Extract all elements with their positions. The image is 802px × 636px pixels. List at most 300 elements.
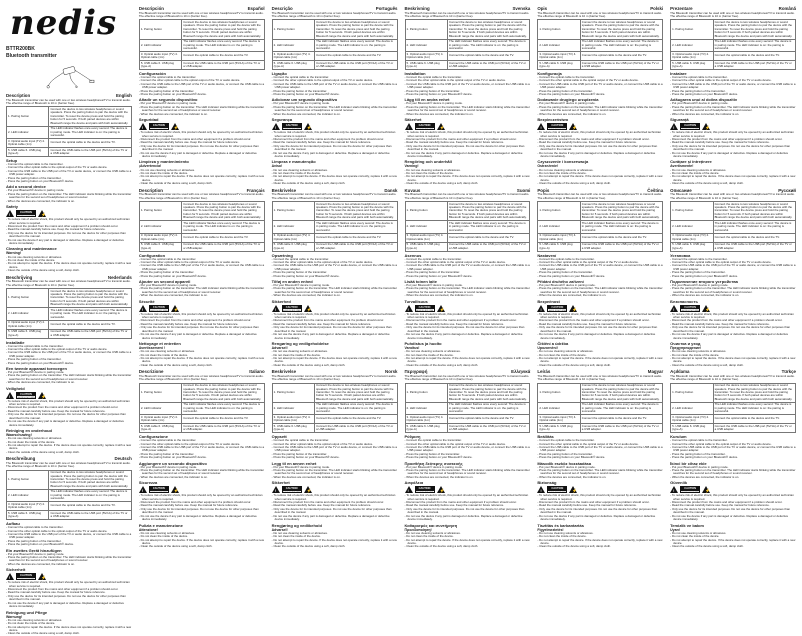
electric-shock-triangle-icon: ⚡	[569, 123, 577, 130]
list-item: - Press the pairing button of the transmitter.	[405, 453, 531, 456]
safety-heading: Segurança	[271, 117, 293, 123]
description-heading: Descrizione	[138, 369, 164, 375]
part-description: Connect the device to two wireless headphones or sound speakers. Press the pairing button to pair the device with the transmitter. To reset the device press and hold the pairing button for 5 seconds. If both paired devices are within Bluetooth range the device and pairs with both automatically.	[447, 201, 529, 220]
part-description: Connect the optical cable to the device and the TV.	[315, 233, 397, 242]
safety-heading: Безопасность	[670, 298, 698, 304]
table-row	[671, 233, 796, 242]
list-item: - Read the manual carefully before use. Keep the manual for future reference.	[139, 504, 265, 507]
list-item: - Press the pairing button on the transmitter. The LED indicator starts blinking while the transmitter searches for the second set of headphones or sound receiver.	[405, 469, 531, 476]
list-item: - Connect the other optical cable to the optical output of the TV or audio device.	[272, 79, 398, 82]
caution-sublabel: RISK OF ELECTRIC	[18, 577, 34, 579]
language-section-9	[405, 6, 531, 186]
warning-heading: Warning!	[6, 251, 22, 256]
caution-label-box	[680, 486, 700, 493]
table-row	[139, 383, 264, 402]
bullet-list	[670, 532, 796, 546]
bullet-list	[6, 218, 132, 245]
part-label: 5. USB cable 6. USB plug (type-A)	[7, 329, 49, 338]
list-item: - Connect the optical cable to the transmitter.	[670, 439, 796, 442]
part-description: The LED indicator flashes once every second: The device is in pairing mode. The LED indicator is on: the pairing is successful.	[447, 402, 529, 414]
list-item: - When the devices are connected, the indicator is on.	[405, 294, 531, 297]
part-description: The LED indicator flashes once every second: The device is in pairing mode. The LED indicator is on: the pairing is successful.	[447, 221, 529, 233]
note-list	[272, 364, 398, 367]
list-item: - Connect the other optical cable to the optical output of the TV or audio device.	[537, 443, 663, 446]
table-row	[272, 20, 397, 39]
bullet-list	[670, 284, 796, 298]
list-item: - Press the pairing button on the transmitter. The LED indicator starts blinking while the transmitter searches for the second set of headphones or sound receiver.	[139, 106, 265, 113]
table-row	[405, 415, 530, 424]
table-row	[139, 201, 264, 220]
list-item: - Connect the USB cable to the USB port of the TV or audio device, or connect the USB cable to a USB power adapter.	[6, 351, 132, 358]
part-description: Connect the device to two wireless headphones or sound speakers. Press the pairing button to pair the device with the transmitter. To reset the device press and hold the pairing button for 5 seconds. If both paired devices are within Bluetooth range the device and pairs with both automatically.	[182, 383, 264, 402]
part-description: Connect the device to two wireless headphones or sound speakers. Press the pairing button to pair the device with the transmitter. To reset the device press and hold the pairing button for 5 seconds. If both paired devices are within Bluetooth range the device and pairs with both automatically.	[713, 201, 795, 220]
bullet-list	[405, 169, 531, 183]
list-item: - Press the pairing button on your Bluetooth® device.	[670, 93, 796, 96]
language-section-8	[272, 369, 398, 549]
electric-shock-triangle-icon: ⚡	[38, 573, 46, 580]
caution-sublabel: RISK OF ELECTRIC	[151, 309, 167, 311]
bullet-list	[139, 131, 265, 158]
bullet-list	[670, 258, 796, 278]
cleaning-heading: Limpeza e manutenção	[271, 159, 316, 165]
list-item: - Do not clean the inside of the device.	[537, 354, 663, 357]
table-row	[671, 20, 796, 39]
safety-heading: Sicherheit	[6, 567, 26, 573]
description-heading: Beskrivelse	[271, 369, 297, 375]
list-item: - To reduce risk of electric shock, this product should only be opened by an authorized technician when service is required.	[6, 218, 132, 225]
parts-table	[537, 201, 663, 252]
bullet-list	[405, 313, 531, 340]
list-item: - Connect the other optical cable to the optical output of the TV or audio device.	[537, 79, 663, 82]
list-item: - When the devices are connected, the indicator is on.	[405, 113, 531, 116]
part-label: 5. USB cable 6. USB plug (type-A)	[139, 61, 181, 70]
part-label: 1. Pairing button	[671, 383, 713, 402]
part-description: The LED indicator flashes once every second: The device is in pairing mode. The LED indicator is on: the pairing is successful.	[713, 402, 795, 414]
electric-shock-triangle-icon: ⚡	[171, 486, 179, 493]
list-item: - Do not attempt to repair the device. If the device does not operate correctly, replace it with a new device.	[6, 262, 132, 269]
table-row	[139, 221, 264, 233]
table-row	[272, 402, 397, 414]
note-list	[537, 182, 663, 185]
intro-text: The Bluetooth transmitter can be used with one or two wireless headphones/TV to transmit audio. The effective range of Bluetooth is 10 m (barrier free).	[404, 192, 530, 200]
part-description: The LED indicator flashes once every second: The device is in pairing mode. The LED indicator is on: the pairing is successful.	[315, 402, 397, 414]
warning-heading: Uyarı!	[670, 527, 681, 532]
caution-label: CAUTION	[17, 393, 35, 396]
warning-heading: Προειδοποίηση!	[404, 527, 432, 532]
part-description: The LED indicator flashes once every second: The device is in pairing mode. The LED indicator is on: the pairing is successful.	[315, 221, 397, 233]
list-item: - Press the pairing button on your Bluetooth® device.	[139, 93, 265, 96]
electric-shock-triangle-icon: ⚡	[38, 210, 46, 217]
parts-table	[670, 19, 796, 70]
list-item: - Do not use cleaning solvents or abrasives.	[405, 532, 531, 535]
list-item: - Connect the optical cable to the transmitter.	[272, 439, 398, 442]
list-item: - Press the pairing button on the transmitter. The LED indicator starts blinking while the transmitter searches for the second set of headphones or sound receiver.	[272, 287, 398, 294]
list-item: - Do not clean the inside of the device.	[670, 535, 796, 538]
note-item: - Clean the outside of the device using a soft, damp cloth.	[670, 545, 796, 548]
list-item: - Only use the device for its intended purposes. Do not use the device for other purposes than described in the manual.	[6, 232, 132, 239]
bullet-list	[537, 169, 663, 183]
list-item: - Disconnect the product from the mains and other equipment if a problem should occur.	[6, 225, 132, 228]
caution-sublabel: RISK OF ELECTRIC	[682, 309, 698, 311]
warning-triangle-icon: !	[139, 305, 147, 312]
bullet-list	[6, 437, 132, 451]
list-item: - To reduce risk of electric shock, this product should only be opened by an authorized technician when service is required.	[272, 131, 398, 138]
list-item: - Press the pairing button of the transmitter.	[6, 358, 132, 361]
list-item: - Do not clean the inside of the device.	[670, 354, 796, 357]
warning-heading: Advarsel!	[271, 345, 288, 350]
bullet-list	[6, 553, 132, 567]
part-description: Connect the USB cable to the USB port (5V/1A) of the TV or a USB adapter.	[315, 424, 397, 433]
list-item: - Connect the USB cable to the USB port of the TV or audio device, or connect the USB cable to a USB power adapter.	[139, 83, 265, 90]
parts-table	[139, 19, 265, 70]
part-description: The LED indicator flashes once every second: The device is in pairing mode. The LED indicator is on: the pairing is successful.	[49, 126, 131, 138]
part-description: Connect the device to two wireless headphones or sound speakers. Press the pairing button to pair the device with the transmitter. To reset the device press and hold the pairing button for 5 seconds. If both paired devices are within Bluetooth range the device and pairs with both automatically.	[447, 383, 529, 402]
table-row	[7, 329, 132, 338]
language-label: Nederlands	[107, 274, 132, 280]
caution-symbols	[670, 486, 796, 493]
bullet-list	[139, 76, 265, 96]
bullet-list	[670, 350, 796, 364]
language-section-7	[272, 188, 398, 368]
setup-heading: Instalare	[670, 71, 687, 77]
description-heading: Prezentare	[670, 6, 693, 11]
bullet-list	[405, 532, 531, 546]
description-heading: Description	[6, 93, 31, 98]
description-heading: Beschreibung	[6, 456, 36, 462]
parts-table	[405, 383, 531, 434]
list-item: - Do not attempt to repair the device. If the device does not operate correctly, replace it with a new device.	[537, 357, 663, 364]
add-device-heading: Tilføj en anden enhed	[271, 279, 313, 285]
parts-table	[272, 383, 398, 434]
list-item: - Do not use cleaning solvents or abrasives.	[405, 350, 531, 353]
list-item: - Connect the USB cable to the USB port of the TV or audio device, or connect the USB cable to a USB power adapter.	[537, 264, 663, 271]
caution-sublabel: RISK OF ELECTRIC	[417, 127, 432, 129]
table-row	[538, 383, 663, 402]
add-device-heading: Ajouter un second appareil	[138, 279, 191, 285]
list-item: - When the devices are connected, the indicator is on.	[272, 476, 398, 479]
language-section-17	[670, 369, 796, 549]
bullet-list	[139, 313, 265, 340]
list-item: - To reduce risk of electric shock, this product should only be opened by an authorized technician when service is required.	[405, 494, 531, 501]
bullet-list	[670, 102, 796, 116]
warning-triangle-icon: !	[6, 573, 14, 580]
list-item: - Put your Bluetooth® device in pairing mode.	[405, 466, 531, 469]
part-description: Connect the device to two wireless headphones or sound speakers. Press the pairing button to pair the device with the transmitter. To reset the device press and hold the pairing button for 5 seconds. If both paired devices are within Bluetooth range the device and pairs with both automatically.	[315, 383, 397, 402]
warning-triangle-icon: !	[537, 486, 545, 493]
caution-label-box	[415, 305, 435, 312]
part-description: The LED indicator flashes once every second: The device is in pairing mode. The LED indicator is on: the pairing is successful.	[182, 39, 264, 51]
part-label: 3. Optical audio input (TV) 4. Optical cable (1m)	[272, 52, 314, 61]
part-description: Connect the device to two wireless headphones or sound speakers. Press the pairing button to pair the device with the transmitter. To reset the device press and hold the pairing button for 5 seconds. If both paired devices are within Bluetooth range the device and pairs with both automatically.	[713, 20, 795, 39]
bullet-list	[405, 102, 531, 116]
language-label: Italiano	[249, 369, 265, 375]
list-item: - Press the pairing button of the transmitter.	[537, 453, 663, 456]
list-item: - Only use the device for its intended purposes. Do not use the device for other purposes than described in the manual.	[139, 145, 265, 152]
list-item: - Press the pairing button on your Bluetooth® device.	[537, 456, 663, 459]
list-item: - Press the pairing button of the transmitter.	[272, 453, 398, 456]
list-item: - Press the pairing button on your Bluetooth® device.	[405, 456, 531, 459]
description-heading: Beskrivning	[404, 6, 430, 11]
list-item: - Connect the other optical cable to the optical output of the TV or audio device.	[670, 79, 796, 82]
list-item: - Connect the other optical cable to the optical output of the TV or audio device.	[405, 79, 531, 82]
bullet-list	[670, 439, 796, 459]
warning-heading: Waarschuwing!	[6, 432, 32, 437]
part-description: Connect the USB cable to the USB port (5V/1A) of the TV or a USB adapter.	[315, 242, 397, 251]
list-item: - Connect the optical cable to the transmitter.	[405, 76, 531, 79]
table-row	[7, 139, 132, 148]
list-item: - Press the pairing button of the transmitter.	[6, 540, 132, 543]
table-row	[405, 233, 530, 242]
bullet-list	[6, 345, 132, 365]
part-label: 5. USB cable 6. USB plug (type-A)	[272, 242, 314, 251]
list-item: - Do not use cleaning solvents or abrasives.	[139, 532, 265, 535]
part-label: 5. USB cable 6. USB plug (type-A)	[671, 61, 713, 70]
table-row	[7, 489, 132, 501]
warning-triangle-icon: !	[670, 123, 678, 130]
note-list	[6, 632, 132, 635]
setup-heading: Ligação	[271, 71, 287, 77]
list-item: - Connect the optical cable to the transmitter.	[139, 76, 265, 79]
bullet-list	[272, 532, 398, 546]
caution-label: CAUTION	[548, 487, 566, 490]
part-description: The LED indicator flashes once every second: The device is in pairing mode. The LED indicator is on: the pairing is successful.	[182, 221, 264, 233]
table-row	[272, 233, 397, 242]
part-description: Connect the USB cable to the USB port (5V/1A) of the TV or a USB adapter.	[49, 329, 131, 338]
part-description: Connect the USB cable to the USB port (5V/1A) of the TV or a USB adapter.	[580, 242, 662, 251]
bullet-list	[405, 350, 531, 364]
part-label: 5. USB cable 6. USB plug (type-A)	[272, 424, 314, 433]
part-description: Connect the optical cable to the device and the TV.	[447, 233, 529, 242]
list-item: - When the devices are connected, the indicator is on.	[6, 200, 132, 203]
electric-shock-triangle-icon: ⚡	[702, 305, 710, 312]
part-label: 1. Pairing button	[7, 107, 49, 126]
list-item: - Do not clean the inside of the device.	[139, 172, 265, 175]
cleaning-heading: Temizlik ve bakım	[670, 522, 704, 528]
list-item: - Do not attempt to repair the device. If the device does not operate correctly, replace it with a new device.	[139, 175, 265, 182]
caution-sublabel: RISK OF ELECTRIC	[284, 490, 299, 492]
caution-label-box	[16, 573, 36, 580]
language-section-0	[6, 93, 132, 273]
note-item: - Clean the outside of the device using a soft, damp cloth.	[272, 545, 398, 548]
warning-triangle-icon: !	[537, 123, 545, 130]
note-list	[670, 182, 796, 185]
list-item: - Only use the device for its intended purposes. Do not use the device for other purposes than described in the manual.	[272, 145, 398, 152]
list-item: - Connect the optical cable to the transmitter.	[537, 439, 663, 442]
part-description: The LED indicator flashes once every second: The device is in pairing mode. The LED indicator is on: the pairing is successful.	[49, 489, 131, 501]
list-item: - Read the manual carefully before use. Keep the manual for future reference.	[670, 141, 796, 144]
list-item: - Connect the other optical cable to the optical output of the TV or audio device.	[272, 443, 398, 446]
caution-symbols	[272, 123, 398, 130]
list-item: - Connect the USB cable to the USB port of the TV or audio device, or connect the USB cable to a USB power adapter.	[272, 446, 398, 453]
setup-heading: Configurazione	[138, 434, 168, 440]
list-item: - Do not use the device if any part is damaged or defective. Replace a damaged or defective device immediately.	[670, 515, 796, 522]
list-item: - Do not clean the inside of the device.	[405, 172, 531, 175]
bullet-list	[139, 494, 265, 521]
caution-sublabel: RISK OF ELECTRIC	[549, 309, 565, 311]
note-item: - Clean the outside of the device using a soft, damp cloth.	[537, 545, 663, 548]
warning-triangle-icon: !	[405, 123, 413, 130]
list-item: - Put your Bluetooth® device in pairing mode.	[6, 553, 132, 556]
bullet-list	[537, 439, 663, 459]
caution-label-box	[680, 305, 700, 312]
list-item: - Do not attempt to repair the device. If the device does not operate correctly, replace it with a new device.	[405, 175, 531, 182]
warning-heading: Attenzione!	[138, 527, 158, 532]
list-item: - Only use the device for its intended purposes. Do not use the device for other purposes than described in the manual.	[6, 595, 132, 602]
part-label: 3. Optical audio input (TV) 4. Optical cable (1m)	[7, 502, 49, 511]
warning-triangle-icon: !	[670, 486, 678, 493]
list-item: - When the devices are connected, the indicator is on.	[537, 476, 663, 479]
cleaning-heading: Reiniging en onderhoud	[6, 427, 52, 433]
list-item: - Read the manual carefully before use. Keep the manual for future reference.	[670, 504, 796, 507]
safety-heading: Siguranță	[670, 117, 689, 123]
part-description: Connect the optical cable to the device and the TV.	[315, 415, 397, 424]
part-description: Connect the optical cable to the device and the TV.	[713, 415, 795, 424]
note-item: - Clean the outside of the device using a soft, damp cloth.	[670, 364, 796, 367]
list-item: - Only use the device for its intended purposes. Do not use the device for other purposes than described in the manual.	[272, 326, 398, 333]
part-label: 3. Optical audio input (TV) 4. Optical cable (1m)	[7, 139, 49, 148]
list-item: - Connect the optical cable to the transmitter.	[6, 345, 132, 348]
list-item: - Press the pairing button on your Bluetooth® device.	[139, 275, 265, 278]
list-item: - Connect the other optical cable to the optical output of the TV or audio device.	[537, 261, 663, 264]
part-description: Connect the device to two wireless headphones or sound speakers. Press the pairing button to pair the device with the transmitter. To reset the device press and hold the pairing button for 5 seconds. If both paired devices are within Bluetooth range the device and pairs with both automatically.	[580, 201, 662, 220]
list-item: - Disconnect the product from the mains and other equipment if a problem should occur.	[537, 501, 663, 504]
list-item: - Press the pairing button on the transmitter. The LED indicator starts blinking while the transmitter searches for the second set of headphones or sound receiver.	[6, 193, 132, 200]
bullet-list	[537, 102, 663, 116]
list-item: - Disconnect the product from the mains and other equipment if a problem should occur.	[139, 138, 265, 141]
bullet-list	[405, 284, 531, 298]
part-description: Connect the USB cable to the USB port (5V/1A) of the TV or a USB adapter.	[713, 61, 795, 70]
list-item: - Do not use cleaning solvents or abrasives.	[272, 169, 398, 172]
part-label: 1. Pairing button	[405, 201, 447, 220]
part-description: Connect the USB cable to the USB port (5V/1A) of the TV or a USB adapter.	[580, 61, 662, 70]
add-device-heading: İkinci bir cihaz ekle	[670, 460, 707, 466]
list-item: - Put your Bluetooth® device in pairing mode.	[6, 371, 132, 374]
part-label: 5. USB cable 6. USB plug (type-A)	[671, 242, 713, 251]
list-item: - Do not attempt to repair the device. If the device does not operate correctly, replace it with a new device.	[670, 175, 796, 182]
caution-sublabel: RISK OF ELECTRIC	[549, 127, 565, 129]
list-item: - Do not attempt to repair the device. If the device does not operate correctly, replace it with a new device.	[272, 175, 398, 182]
table-row	[671, 242, 796, 251]
intro-text: The Bluetooth transmitter can be used with one or two wireless headphones/TV to transmit audio. The effective range of Bluetooth is 10 m (barrier free).	[537, 192, 663, 200]
part-description: Connect the USB cable to the USB port (5V/1A) of the TV or a USB adapter.	[580, 424, 662, 433]
bullet-list	[537, 494, 663, 521]
list-item: - When the devices are connected, the indicator is on.	[139, 113, 265, 116]
caution-label: CAUTION	[416, 306, 434, 309]
part-description: Connect the device to two wireless headphones or sound speakers. Press the pairing button to pair the device with the transmitter. To reset the device press and hold the pairing button for 5 seconds. If both paired devices are within Bluetooth range the device and pairs with both automatically.	[447, 20, 529, 39]
intro-text: The Bluetooth transmitter can be used with one or two wireless headphones/TV to transmit audio. The effective range of Bluetooth is 10 m (barrier free).	[404, 10, 530, 18]
caution-sublabel: RISK OF ELECTRIC	[18, 214, 34, 216]
table-row	[272, 383, 397, 402]
add-device-heading: Ein zweites Gerät hinzufügen	[6, 547, 62, 553]
parts-table	[139, 201, 265, 252]
list-item: - Connect the optical cable to the transmitter.	[670, 258, 796, 261]
language-label: Suomi	[516, 187, 531, 193]
description-heading: Descrição	[271, 6, 293, 11]
list-item: - Connect the other optical cable to the optical output of the TV or audio device.	[139, 443, 265, 446]
list-item: - When the devices are connected, the indicator is on.	[272, 113, 398, 116]
part-description: Connect the device to two wireless headphones or sound speakers. Press the pairing button to pair the device with the transmitter. To reset the device press and hold the pairing button for 5 seconds. If both paired devices are within Bluetooth range the device and pairs with both automatically.	[580, 383, 662, 402]
page-column	[405, 4, 531, 636]
bullet-list	[405, 439, 531, 459]
part-description: Connect the optical cable to the device and the TV.	[713, 52, 795, 61]
table-row	[7, 126, 132, 138]
caution-sublabel: RISK OF ELECTRIC	[284, 127, 299, 129]
caution-sublabel: RISK OF ELECTRIC	[151, 490, 167, 492]
part-label: 5. USB cable 6. USB plug (type-A)	[671, 424, 713, 433]
caution-label-box	[16, 210, 36, 217]
table-row	[139, 424, 264, 433]
table-row	[272, 39, 397, 51]
table-row	[7, 148, 132, 157]
table-row	[272, 52, 397, 61]
list-item: - Connect the optical cable to the transmitter.	[670, 76, 796, 79]
list-item: - Disconnect the product from the mains and other equipment if a problem should occur.	[670, 501, 796, 504]
list-item: - Do not use cleaning solvents or abrasives.	[6, 619, 132, 622]
list-item: - Connect the optical cable to the transmitter.	[537, 258, 663, 261]
list-item: - When the devices are connected, the indicator is on.	[670, 294, 796, 297]
electric-shock-triangle-icon: ⚡	[702, 123, 710, 130]
add-device-heading: Adăugarea unui al doilea dispozitiv	[670, 97, 738, 103]
caution-symbols	[6, 210, 132, 217]
note-item: - Clean the outside of the device using a soft, damp cloth.	[139, 545, 265, 548]
cleaning-heading: Puhdistus ja huolto	[404, 340, 442, 346]
note-list	[139, 364, 265, 367]
list-item: - To reduce risk of electric shock, this product should only be opened by an authorized technician when service is required.	[537, 131, 663, 138]
note-item: - Clean the outside of the device using a soft, damp cloth.	[405, 364, 531, 367]
description-heading: Περιγραφή	[404, 369, 428, 375]
note-item: - Clean the outside of the device using a soft, damp cloth.	[6, 632, 132, 635]
caution-symbols	[272, 486, 398, 493]
list-item: - Do not use cleaning solvents or abrasives.	[272, 532, 398, 535]
bullet-list	[272, 102, 398, 116]
list-item: - Do not use cleaning solvents or abrasives.	[6, 256, 132, 259]
add-device-heading: Een tweede apparaat toevoegen	[6, 366, 67, 372]
part-label: 3. Optical audio input (TV) 4. Optical cable (1m)	[139, 233, 181, 242]
caution-symbols	[272, 305, 398, 312]
electric-shock-triangle-icon: ⚡	[569, 305, 577, 312]
caution-sublabel: RISK OF ELECTRIC	[284, 309, 299, 311]
table-row	[139, 233, 264, 242]
note-list	[272, 182, 398, 185]
caution-symbols	[139, 123, 265, 130]
cleaning-heading: Очистка и уход	[670, 340, 701, 346]
list-item: - Connect the optical cable to the transmitter.	[6, 526, 132, 529]
note-item: - Clean the outside of the device using a soft, damp cloth.	[537, 364, 663, 367]
bullet-list	[537, 466, 663, 480]
list-item: - Read the manual carefully before use. Keep the manual for future reference.	[405, 504, 531, 507]
cleaning-heading: Reinigung und Pflege	[6, 609, 48, 615]
part-description: The LED indicator flashes once every second: The device is in pairing mode. The LED indicator is on: the pairing is successful.	[182, 402, 264, 414]
list-item: - Do not use cleaning solvents or abrasives.	[670, 169, 796, 172]
part-label: 1. Pairing button	[139, 383, 181, 402]
bullet-list	[139, 169, 265, 183]
list-item: - Read the manual carefully before use. Keep the manual for future reference.	[6, 228, 132, 231]
list-item: - Put your Bluetooth® device in pairing mode.	[272, 284, 398, 287]
part-description: Connect the optical cable to the device and the TV.	[447, 415, 529, 424]
note-item: - Clean the outside of the device using a soft, damp cloth.	[139, 182, 265, 185]
table-row	[405, 402, 530, 414]
part-label: 3. Optical audio input (TV) 4. Optical cable (1m)	[538, 415, 580, 424]
list-item: - Do not clean the inside of the device.	[670, 172, 796, 175]
list-item: - Only use the device for its intended purposes. Do not use the device for other purposes than described in the manual.	[405, 145, 531, 152]
intro-text: The Bluetooth transmitter can be used with one or two wireless headphones/TV to transmit audio. The effective range of Bluetooth is 10 m (barrier free).	[404, 373, 530, 382]
part-label: 2. LED indicator	[538, 402, 580, 414]
caution-sublabel: RISK OF ELECTRIC	[682, 127, 698, 129]
warning-heading: Aviso!	[271, 164, 283, 169]
list-item: - Do not use the device if any part is damaged or defective. Replace a damaged or defective device immediately.	[405, 152, 531, 159]
language-label: Svenska	[512, 6, 531, 11]
list-item: - Connect the USB cable to the USB port of the TV or audio device, or connect the USB cable to a USB power adapter.	[670, 446, 796, 453]
